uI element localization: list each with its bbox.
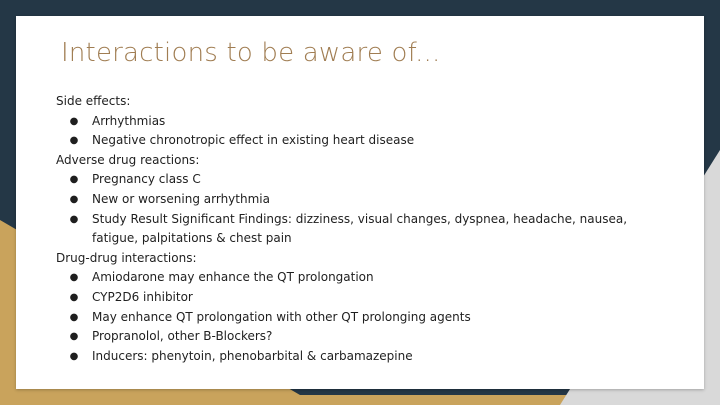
bullet-icon: ● (69, 291, 79, 303)
list-item (56, 112, 696, 132)
bullet-icon: ● (69, 331, 79, 343)
slide-card (16, 16, 704, 389)
list-item (56, 190, 696, 210)
list-item (56, 131, 696, 151)
slide-title: Interactions to be aware of... (61, 38, 441, 68)
bullet-icon: ● (69, 213, 79, 225)
list-item (56, 288, 696, 308)
list-item-text: Amiodarone may enhance the QT prolongation (92, 270, 374, 285)
bullet-icon: ● (69, 350, 79, 362)
list-item-text: May enhance QT prolongation with other QT prolonging agents (92, 309, 471, 324)
list-item-text: Propranolol, other B-Blockers? (92, 329, 273, 344)
list-item (56, 170, 696, 190)
list-item-text: Pregnancy class C (92, 172, 201, 187)
bullet-icon: ● (69, 193, 79, 205)
list-item (56, 327, 696, 347)
bullet-icon: ● (69, 311, 79, 323)
bullet-icon: ● (69, 174, 79, 186)
list-item (56, 268, 696, 288)
list-item (56, 210, 696, 249)
bullet-icon: ● (69, 272, 79, 284)
section-heading-drug-interactions: Drug-drug interactions: (56, 250, 197, 265)
list-item (56, 308, 696, 328)
bullet-icon: ● (69, 115, 79, 127)
list-item (56, 347, 696, 367)
section-heading-side-effects: Side effects: (56, 94, 131, 108)
list-item-text: Study Result Significant Findings: dizziness, visual changes, dyspnea, headache, nausea, fatigue, palpitations & chest pain (92, 211, 628, 246)
list-item-text: Negative chronotropic effect in existing heart disease (92, 133, 415, 148)
section-heading-adverse-reactions: Adverse drug reactions: (56, 152, 200, 167)
bullet-icon: ● (69, 135, 79, 147)
list-item-text: Inducers: phenytoin, phenobarbital & carbamazepine (92, 348, 413, 363)
slide-body (56, 92, 696, 366)
list-item-text: CYP2D6 inhibitor (92, 289, 193, 304)
list-item-text: New or worsening arrhythmia (92, 191, 270, 206)
list-item-text: Arrhythmias (92, 113, 166, 128)
